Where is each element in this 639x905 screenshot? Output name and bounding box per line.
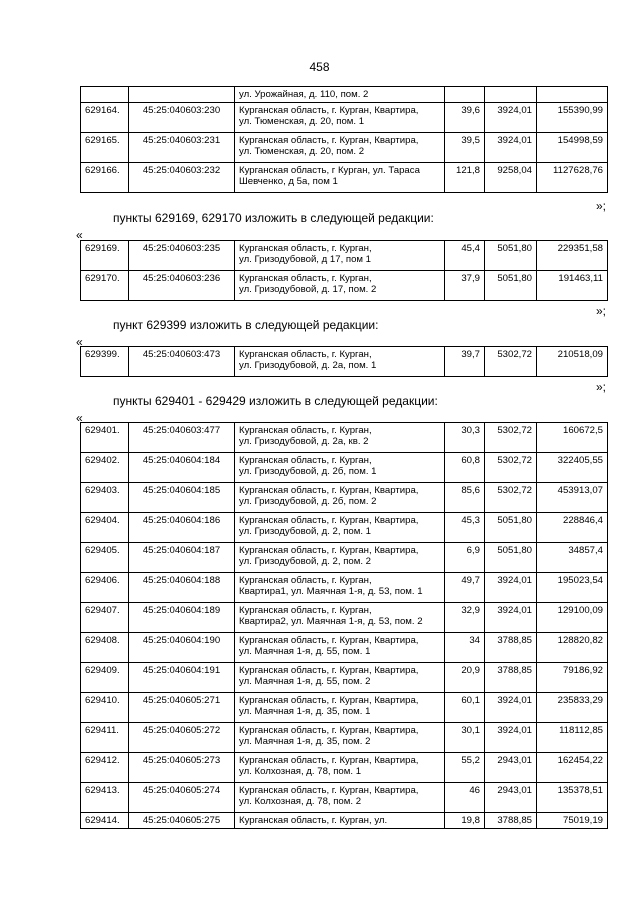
table-row [81, 163, 608, 193]
cadastral-number-cell: 45:25:040604:185 [129, 483, 235, 513]
address-line: ул. Маячная 1-я, д. 35, пом. 2 [239, 736, 371, 747]
area-cell: 20,9 [445, 663, 485, 693]
unit-price-cell: 3788,85 [485, 663, 537, 693]
area-cell: 55,2 [445, 753, 485, 783]
address-cell [235, 347, 445, 377]
table-row [81, 693, 608, 723]
unit-price-cell: 3788,85 [485, 633, 537, 663]
item-number-cell: 629407. [81, 603, 129, 633]
area-cell: 39,5 [445, 133, 485, 163]
address-line: Квартира2, ул. Маячная 1-я, д. 53, пом. 2 [239, 616, 423, 627]
address-cell [235, 241, 445, 271]
address-line: Курганская область, г. Курган, Квартира, [239, 135, 419, 146]
cadastral-value-cell: 228846,4 [537, 513, 608, 543]
address-line: Курганская область, г. Курган, Квартира, [239, 515, 419, 526]
address-line: ул. Гризодубовой, д. 2б, пом. 2 [239, 496, 377, 507]
address-cell [235, 87, 445, 103]
table-row [81, 723, 608, 753]
opening-quote-2: « [76, 335, 83, 349]
address-cell [235, 543, 445, 573]
address-cell [235, 163, 445, 193]
table-row [81, 813, 608, 829]
item-number-cell: 629414. [81, 813, 129, 829]
address-cell [235, 663, 445, 693]
address-line: Курганская область, г. Курган, [239, 349, 372, 360]
area-cell: 39,7 [445, 347, 485, 377]
registry-table-629399 [80, 346, 608, 377]
cadastral-number-cell: 45:25:040605:272 [129, 723, 235, 753]
address-cell [235, 693, 445, 723]
table-row [81, 573, 608, 603]
area-cell: 121,8 [445, 163, 485, 193]
cadastral-value-cell [537, 87, 608, 103]
address-line: ул. Маячная 1-я, д. 55, пом. 1 [239, 646, 371, 657]
cadastral-value-cell: 322405,55 [537, 453, 608, 483]
address-line: Курганская область, г. Курган, Квартира, [239, 755, 419, 766]
address-line: Курганская область, г. Курган, Квартира, [239, 485, 419, 496]
unit-price-cell: 3924,01 [485, 603, 537, 633]
address-line: ул. Урожайная, д. 110, пом. 2 [239, 89, 369, 100]
cadastral-number-cell: 45:25:040604:188 [129, 573, 235, 603]
table-row [81, 753, 608, 783]
area-cell: 34 [445, 633, 485, 663]
table-row [81, 87, 608, 103]
cadastral-number-cell: 45:25:040604:187 [129, 543, 235, 573]
instruction-629401-629429: пункты 629401 - 629429 изложить в следующей редакции: [113, 394, 438, 408]
address-line: Курганская область, г. Курган, [239, 605, 372, 616]
table-row [81, 603, 608, 633]
unit-price-cell: 5051,80 [485, 543, 537, 573]
address-line: Курганская область, г. Курган, [239, 425, 372, 436]
table-row [81, 783, 608, 813]
address-cell [235, 453, 445, 483]
cadastral-number-cell [129, 87, 235, 103]
cadastral-number-cell: 45:25:040603:477 [129, 423, 235, 453]
item-number-cell: 629406. [81, 573, 129, 603]
area-cell: 45,4 [445, 241, 485, 271]
instruction-629399: пункт 629399 изложить в следующей редакции: [113, 318, 379, 332]
closing-quote-1: »; [596, 199, 607, 213]
address-cell [235, 423, 445, 453]
item-number-cell: 629409. [81, 663, 129, 693]
unit-price-cell: 5051,80 [485, 241, 537, 271]
address-cell [235, 483, 445, 513]
address-line: ул. Тюменская, д. 20, пом. 2 [239, 146, 365, 157]
unit-price-cell [485, 87, 537, 103]
table-row [81, 663, 608, 693]
item-number-cell: 629408. [81, 633, 129, 663]
area-cell: 32,9 [445, 603, 485, 633]
address-line: Курганская область, г. Курган, Квартира, [239, 725, 419, 736]
item-number-cell: 629404. [81, 513, 129, 543]
address-cell [235, 271, 445, 301]
unit-price-cell: 3788,85 [485, 813, 537, 829]
address-line: ул. Гризодубовой, д. 2, пом. 2 [239, 556, 372, 567]
closing-quote-3: »; [596, 380, 607, 394]
address-line: Квартира1, ул. Маячная 1-я, д. 53, пом. 1 [239, 586, 423, 597]
cadastral-value-cell: 191463,11 [537, 271, 608, 301]
item-number-cell: 629170. [81, 271, 129, 301]
cadastral-value-cell: 453913,07 [537, 483, 608, 513]
area-cell: 85,6 [445, 483, 485, 513]
cadastral-value-cell: 129100,09 [537, 603, 608, 633]
unit-price-cell: 5302,72 [485, 483, 537, 513]
unit-price-cell: 2943,01 [485, 783, 537, 813]
address-cell [235, 573, 445, 603]
address-line: ул. Гризодубовой, д. 2а, кв. 2 [239, 436, 369, 447]
address-line: ул. Гризодубовой, д 17, пом 1 [239, 254, 372, 265]
item-number-cell: 629399. [81, 347, 129, 377]
unit-price-cell: 5302,72 [485, 347, 537, 377]
cadastral-number-cell: 45:25:040605:273 [129, 753, 235, 783]
item-number-cell: 629413. [81, 783, 129, 813]
item-number-cell: 629165. [81, 133, 129, 163]
address-line: ул. Гризодубовой, д. 2а, пом. 1 [239, 360, 377, 371]
address-cell [235, 633, 445, 663]
cadastral-value-cell: 1127628,76 [537, 163, 608, 193]
address-line: ул. Гризодубовой, д. 17, пом. 2 [239, 284, 377, 295]
area-cell: 39,6 [445, 103, 485, 133]
cadastral-number-cell: 45:25:040603:232 [129, 163, 235, 193]
address-line: Курганская область, г. Курган, Квартира, [239, 785, 419, 796]
cadastral-number-cell: 45:25:040603:235 [129, 241, 235, 271]
page-number: 458 [309, 60, 330, 74]
unit-price-cell: 3924,01 [485, 573, 537, 603]
table-row [81, 543, 608, 573]
cadastral-number-cell: 45:25:040604:190 [129, 633, 235, 663]
cadastral-value-cell: 75019,19 [537, 813, 608, 829]
address-cell [235, 133, 445, 163]
opening-quote-3: « [76, 411, 83, 425]
unit-price-cell: 5302,72 [485, 423, 537, 453]
area-cell: 60,8 [445, 453, 485, 483]
item-number-cell: 629405. [81, 543, 129, 573]
address-line: Курганская область, г. Курган, [239, 243, 372, 254]
item-number-cell: 629402. [81, 453, 129, 483]
address-line: Курганская область, г. Курган, [239, 455, 372, 466]
address-line: Курганская область, г. Курган, Квартира, [239, 635, 419, 646]
cadastral-value-cell: 135378,51 [537, 783, 608, 813]
table-row [81, 241, 608, 271]
cadastral-number-cell: 45:25:040605:274 [129, 783, 235, 813]
unit-price-cell: 5302,72 [485, 453, 537, 483]
unit-price-cell: 9258,04 [485, 163, 537, 193]
address-line: ул. Маячная 1-я, д. 35, пом. 1 [239, 706, 371, 717]
item-number-cell: 629410. [81, 693, 129, 723]
item-number-cell: 629401. [81, 423, 129, 453]
address-line: Курганская область, г. Курган, Квартира, [239, 545, 419, 556]
cadastral-number-cell: 45:25:040603:473 [129, 347, 235, 377]
cadastral-value-cell: 160672,5 [537, 423, 608, 453]
address-cell [235, 513, 445, 543]
table-row [81, 423, 608, 453]
registry-table-629401 [80, 422, 608, 829]
cadastral-number-cell: 45:25:040604:186 [129, 513, 235, 543]
address-line: Курганская область, г. Курган, ул. [239, 815, 388, 826]
unit-price-cell: 3924,01 [485, 693, 537, 723]
address-line: ул. Гризодубовой, д. 2б, пом. 1 [239, 466, 377, 477]
cadastral-value-cell: 118112,85 [537, 723, 608, 753]
instruction-629169-629170: пункты 629169, 629170 изложить в следующей редакции: [113, 211, 434, 225]
cadastral-value-cell: 229351,58 [537, 241, 608, 271]
item-number-cell: 629411. [81, 723, 129, 753]
cadastral-value-cell: 235833,29 [537, 693, 608, 723]
cadastral-value-cell: 195023,54 [537, 573, 608, 603]
address-cell [235, 603, 445, 633]
cadastral-value-cell: 155390,99 [537, 103, 608, 133]
address-cell [235, 783, 445, 813]
unit-price-cell: 3924,01 [485, 133, 537, 163]
item-number-cell: 629169. [81, 241, 129, 271]
table-row [81, 347, 608, 377]
area-cell: 19,8 [445, 813, 485, 829]
table-row [81, 103, 608, 133]
address-line: ул. Колхозная, д. 78, пом. 2 [239, 796, 362, 807]
area-cell: 49,7 [445, 573, 485, 603]
address-line: Курганская область, г. Курган, Квартира, [239, 105, 419, 116]
address-line: ул. Гризодубовой, д. 2, пом. 1 [239, 526, 372, 537]
item-number-cell: 629164. [81, 103, 129, 133]
table-row [81, 513, 608, 543]
area-cell [445, 87, 485, 103]
area-cell: 60,1 [445, 693, 485, 723]
cadastral-value-cell: 79186,92 [537, 663, 608, 693]
cadastral-number-cell: 45:25:040604:189 [129, 603, 235, 633]
cadastral-value-cell: 154998,59 [537, 133, 608, 163]
address-line: Курганская область, г. Курган, Квартира, [239, 695, 419, 706]
address-line: ул. Колхозная, д. 78, пом. 1 [239, 766, 362, 777]
cadastral-value-cell: 210518,09 [537, 347, 608, 377]
table-row [81, 453, 608, 483]
item-number-cell: 629412. [81, 753, 129, 783]
closing-quote-2: »; [596, 304, 607, 318]
address-line: Шевченко, д 5а, пом 1 [239, 176, 338, 187]
cadastral-number-cell: 45:25:040603:230 [129, 103, 235, 133]
area-cell: 30,1 [445, 723, 485, 753]
unit-price-cell: 5051,80 [485, 271, 537, 301]
address-line: ул. Маячная 1-я, д. 55, пом. 2 [239, 676, 371, 687]
cadastral-number-cell: 45:25:040604:184 [129, 453, 235, 483]
unit-price-cell: 3924,01 [485, 103, 537, 133]
area-cell: 45,3 [445, 513, 485, 543]
item-number-cell [81, 87, 129, 103]
cadastral-number-cell: 45:25:040605:275 [129, 813, 235, 829]
address-line: Курганская область, г. Курган, [239, 273, 372, 284]
item-number-cell: 629403. [81, 483, 129, 513]
area-cell: 37,9 [445, 271, 485, 301]
address-line: Курганская область, г Курган, ул. Тараса [239, 165, 420, 176]
cadastral-value-cell: 162454,22 [537, 753, 608, 783]
address-cell [235, 753, 445, 783]
unit-price-cell: 5051,80 [485, 513, 537, 543]
cadastral-number-cell: 45:25:040603:231 [129, 133, 235, 163]
address-line: Курганская область, г. Курган, Квартира, [239, 665, 419, 676]
opening-quote-1: « [76, 228, 83, 242]
area-cell: 30,3 [445, 423, 485, 453]
table-row [81, 633, 608, 663]
cadastral-number-cell: 45:25:040604:191 [129, 663, 235, 693]
cadastral-value-cell: 128820,82 [537, 633, 608, 663]
area-cell: 46 [445, 783, 485, 813]
item-number-cell: 629166. [81, 163, 129, 193]
table-row [81, 483, 608, 513]
address-line: ул. Тюменская, д. 20, пом. 1 [239, 116, 365, 127]
area-cell: 6,9 [445, 543, 485, 573]
address-cell [235, 723, 445, 753]
cadastral-number-cell: 45:25:040605:271 [129, 693, 235, 723]
address-cell [235, 103, 445, 133]
registry-table-continuation [80, 86, 608, 193]
address-cell [235, 813, 445, 829]
address-line: Курганская область, г. Курган, [239, 575, 372, 586]
unit-price-cell: 2943,01 [485, 753, 537, 783]
table-row [81, 133, 608, 163]
cadastral-number-cell: 45:25:040603:236 [129, 271, 235, 301]
cadastral-value-cell: 34857,4 [537, 543, 608, 573]
unit-price-cell: 3924,01 [485, 723, 537, 753]
table-row [81, 271, 608, 301]
registry-table-629169 [80, 240, 608, 301]
